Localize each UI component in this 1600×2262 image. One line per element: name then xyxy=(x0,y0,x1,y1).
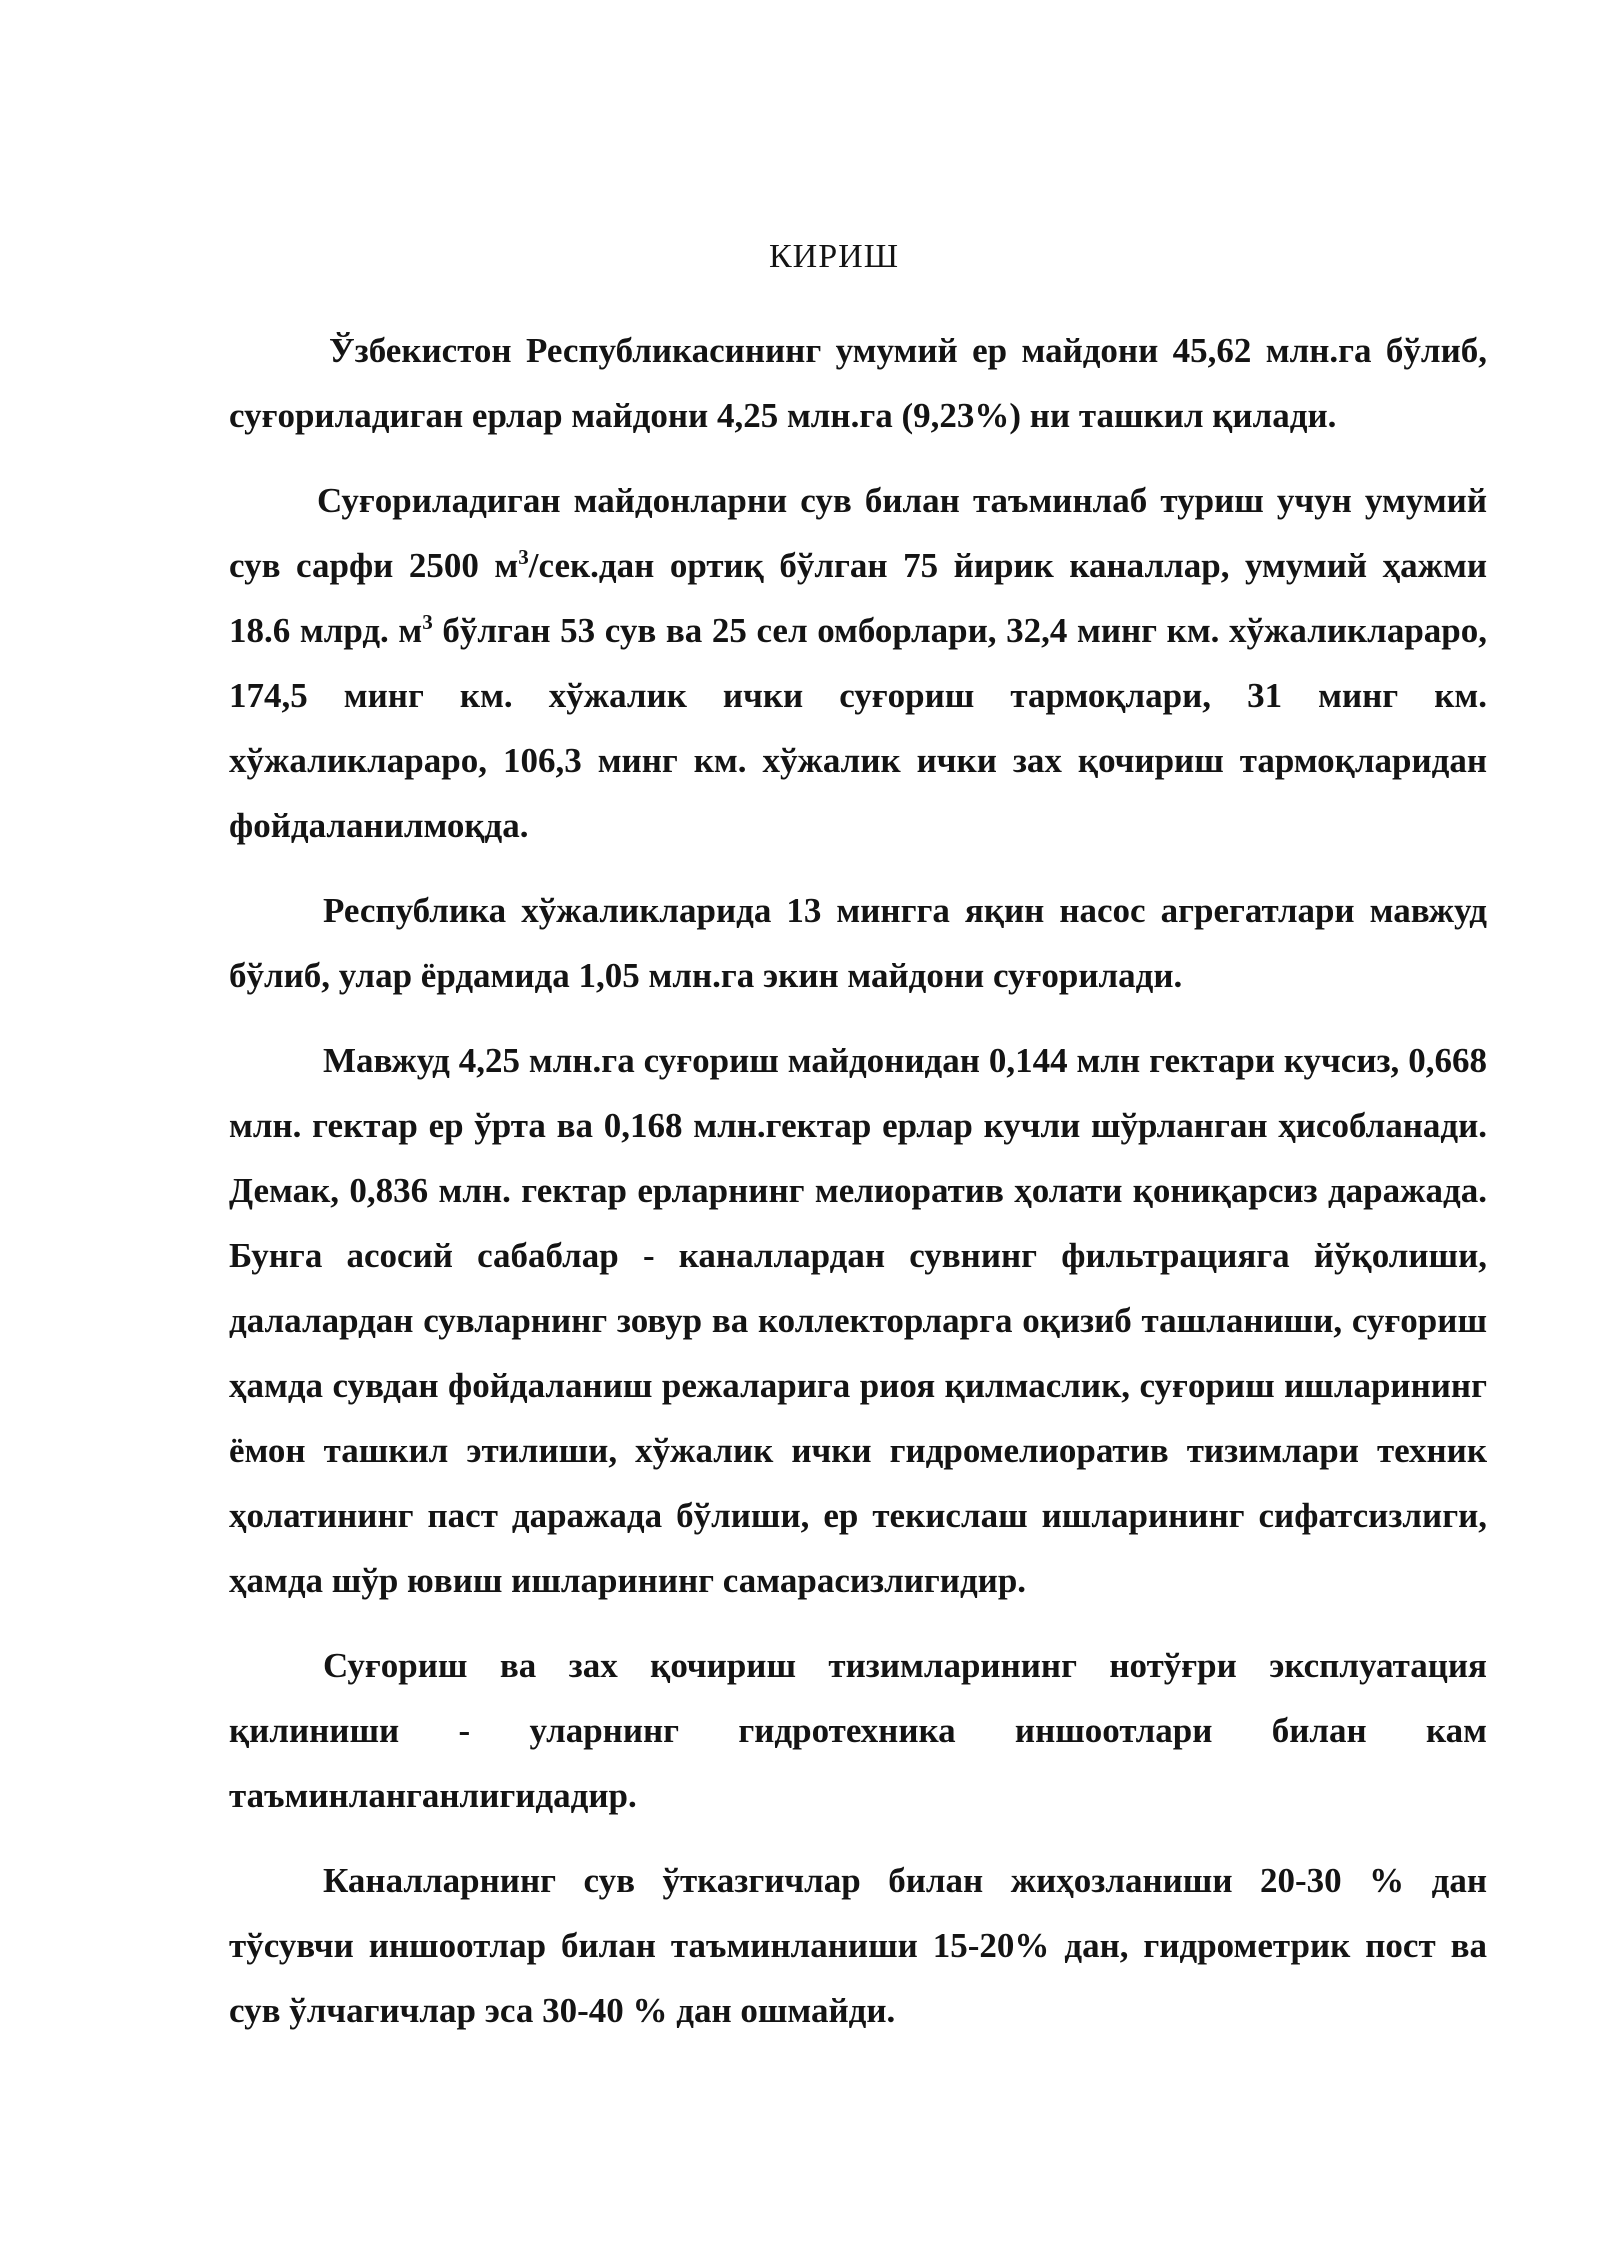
paragraph-text-part: бўлган 53 сув ва 25 сел омборлари, 32,4 минг км. хўжаликлараро, 174,5 минг км. хўжалик ички суғориш тармоқлари, 31 минг км. хўжаликлараро, 106,3 минг км. хўжалик ички зах қочириш тармоқларидан фойдаланилмоқда. xyxy=(229,611,1487,845)
paragraph-text-part: Суғориладиган майдонларни сув билан таъминлаб туриш учун умумий сув сарфи 2500 м xyxy=(229,481,1487,585)
paragraph-equipment: Каналларнинг сув ўтказгичлар билан жиҳозланиши 20-30 % дан тўсувчи иншоотлар билан таъминланиши 15-20% дан, гидрометрик пост ва сув ўлчагичлар эса 30-40 % дан ошмайди. xyxy=(229,1861,1487,2030)
paragraph-exploitation: Суғориш ва зах қочириш тизимларининг нотўғри эксплуатация қилиниши - уларнинг гидротехника иншоотлари билан кам таъминланганлигидадир. xyxy=(229,1646,1487,1815)
page-title: КИРИШ xyxy=(769,238,899,275)
paragraph-land-area: Ўзбекистон Республикасининг умумий ер майдони 45,62 млн.га бўлиб, суғориладиган ерлар майдони 4,25 млн.га (9,23%) ни ташкил қилади. xyxy=(229,331,1487,435)
superscript: 3 xyxy=(518,545,529,570)
superscript: 3 xyxy=(422,610,433,635)
paragraph-pump-units: Республика хўжаликларида 13 мингга яқин насос агрегатлари мавжуд бўлиб, улар ёрдамида 1,05 млн.га экин майдони суғорилади. xyxy=(229,891,1487,995)
paragraph-irrigation-network xyxy=(229,468,1487,858)
document-body xyxy=(229,318,1487,2063)
paragraph-text-part: /сек.дан ортиқ бўлган 75 йирик каналлар, умумий ҳажми 18.6 млрд. м xyxy=(229,546,1488,650)
paragraph-salinity: Мавжуд 4,25 млн.га суғориш майдонидан 0,144 млн гектари кучсиз, 0,668 млн. гектар ер ўрта ва 0,168 млн.гектар ерлар кучли шўрланган ҳисобланади. Демак, 0,836 млн. гектар ерларнинг мелиоратив ҳолати қониқарсиз даражада. Бунга асосий сабаблар - каналлардан сувнинг фильтрацияга йўқолиши, далалардан сувларнинг зовур ва коллекторларга оқизиб ташланиши, суғориш ҳамда сувдан фойдаланиш режаларига риоя қилмаслик, суғориш ишларининг ёмон ташкил этилиши, хўжалик ички гидромелиоратив тизимлари техник ҳолатининг паст даражада бўлиши, ер текислаш ишларининг сифатсизлиги, ҳамда шўр ювиш ишларининг самарасизлигидир. xyxy=(229,1041,1487,1600)
